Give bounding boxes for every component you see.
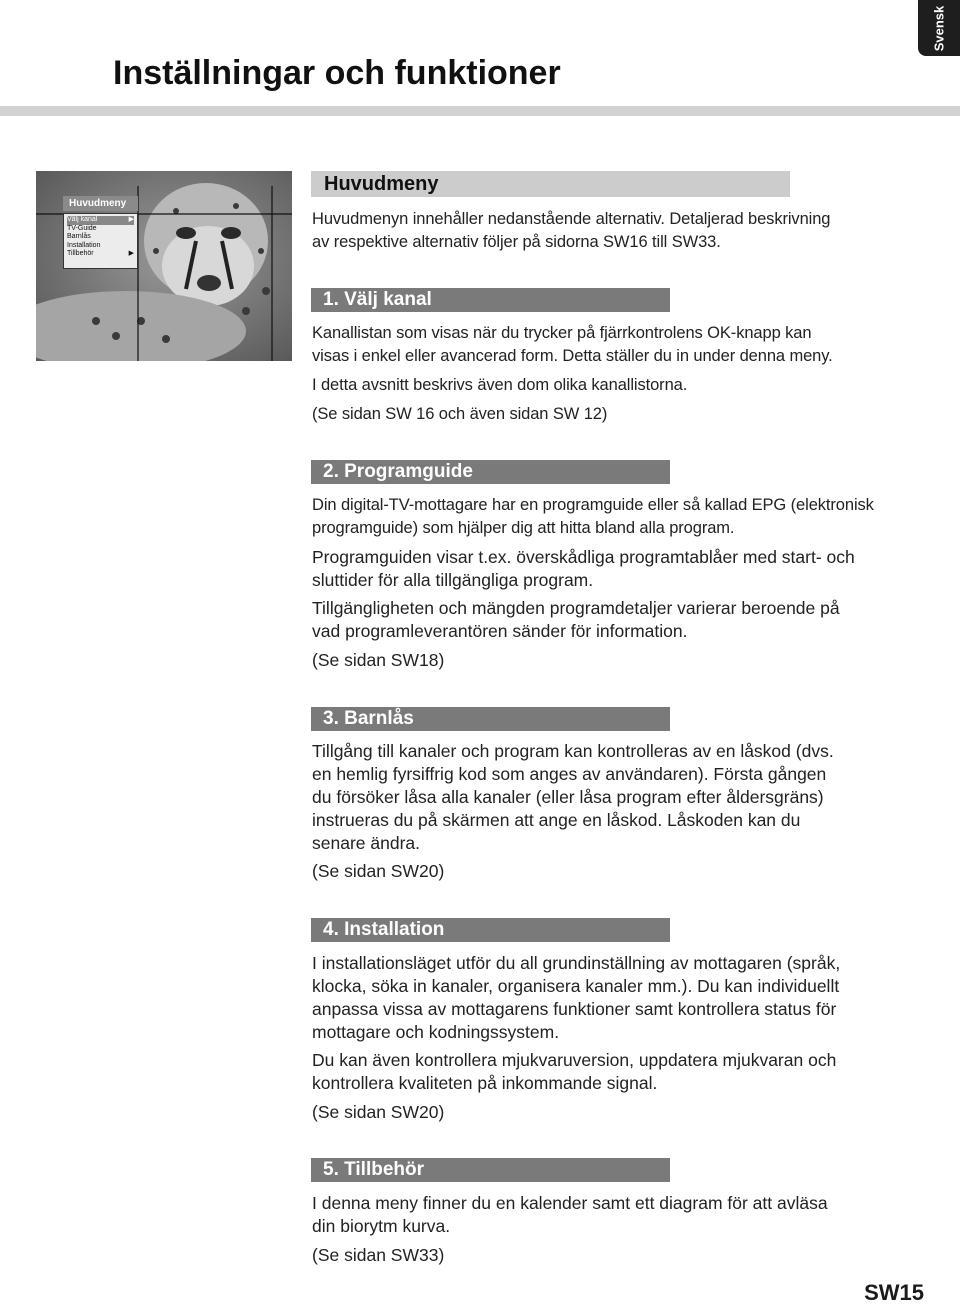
osd-main-menu bbox=[63, 196, 138, 267]
osd-item-label: Tillbehör bbox=[67, 250, 94, 258]
section-paragraph: Tillgång till kanaler och program kan kontrolleras av en låskod (dvs. en hemlig fyrsiffrig kod som anges av användaren). Första gången du försöker låsa alla kanaler (eller låsa program efter åldersgräns) instrueras du på skärmen att ange en låskod. Låskoden kan du senare ändra. bbox=[312, 741, 834, 853]
section-heading-tillbehor: 5. Tillbehör bbox=[311, 1158, 670, 1182]
arrow-right-icon: ▶ bbox=[128, 250, 134, 258]
section-reference: (Se sidan SW 16 och även sidan SW 12) bbox=[312, 405, 608, 423]
osd-item-tv-guide[interactable] bbox=[67, 225, 134, 234]
section-paragraph: Programguiden visar t.ex. överskådliga programtablåer med start- och sluttider för alla tillgängliga program. bbox=[312, 547, 855, 590]
section-paragraph: Kanallistan som visas när du trycker på fjärrkontrolens OK-knapp kan visas i enkel eller avancerad form. Detta ställer du in under denna meny. bbox=[312, 324, 833, 365]
section-paragraph: Tillgängligheten och mängden programdetaljer varierar beroende på vad programleverantören sänder för information. bbox=[312, 598, 840, 641]
osd-menu-list bbox=[63, 213, 138, 269]
osd-item-tillbehor[interactable] bbox=[67, 250, 134, 259]
header-divider bbox=[0, 106, 960, 116]
osd-item-label: Barnlås bbox=[67, 233, 91, 241]
osd-header: Huvudmeny bbox=[63, 196, 138, 211]
section-reference: (Se sidan SW20) bbox=[312, 861, 445, 881]
section-heading-programguide: 2. Programguide bbox=[311, 460, 670, 484]
language-tab-label: Svensk bbox=[931, 5, 947, 51]
language-tab bbox=[918, 0, 960, 56]
osd-item-installation[interactable] bbox=[67, 242, 134, 251]
section-paragraph: I installationsläget utför du all grundinställning av mottagaren (språk, klocka, söka in kanaler, organisera kanaler mm.). Du kan individuellt anpassa vissa av mottagarens funktioner samt kontrollera status för mottagare och kodningssystem. bbox=[312, 953, 841, 1042]
osd-item-valj-kanal[interactable] bbox=[67, 216, 134, 225]
arrow-right-icon: ▶ bbox=[128, 216, 134, 223]
page-title: Inställningar och funktioner bbox=[113, 54, 561, 92]
section-paragraph: I detta avsnitt beskrivs även dom olika kanallistorna. bbox=[312, 376, 688, 394]
main-heading: Huvudmeny bbox=[311, 171, 790, 197]
section-heading-barnlas: 3. Barnlås bbox=[311, 707, 670, 731]
osd-item-label: TV-Guide bbox=[67, 224, 97, 232]
section-paragraph: Din digital-TV-mottagare har en programguide eller så kallad EPG (elektronisk programguide) som hjälper dig att hitta bland alla program. bbox=[312, 496, 874, 537]
osd-item-barnlas[interactable] bbox=[67, 233, 134, 242]
section-paragraph: I denna meny finner du en kalender samt ett diagram för att avläsa din biorytm kurva. bbox=[312, 1193, 828, 1236]
section-reference: (Se sidan SW20) bbox=[312, 1102, 445, 1122]
section-reference: (Se sidan SW33) bbox=[312, 1245, 445, 1265]
tv-screenshot bbox=[36, 171, 292, 361]
section-reference: (Se sidan SW18) bbox=[312, 650, 445, 670]
section-heading-installation: 4. Installation bbox=[311, 918, 670, 942]
osd-item-label: Välj kanal bbox=[67, 216, 98, 223]
main-intro: Huvudmenyn innehåller nedanstående alternativ. Detaljerad beskrivning av respektive alternativ följer på sidorna SW16 till SW33. bbox=[312, 210, 831, 251]
section-paragraph: Du kan även kontrollera mjukvaruversion, uppdatera mjukvaran och kontrollera kvaliteten på inkommande signal. bbox=[312, 1050, 837, 1093]
page-number: SW15 bbox=[864, 1280, 924, 1305]
section-heading-valj-kanal: 1. Välj kanal bbox=[311, 288, 670, 312]
osd-item-label: Installation bbox=[67, 241, 101, 249]
